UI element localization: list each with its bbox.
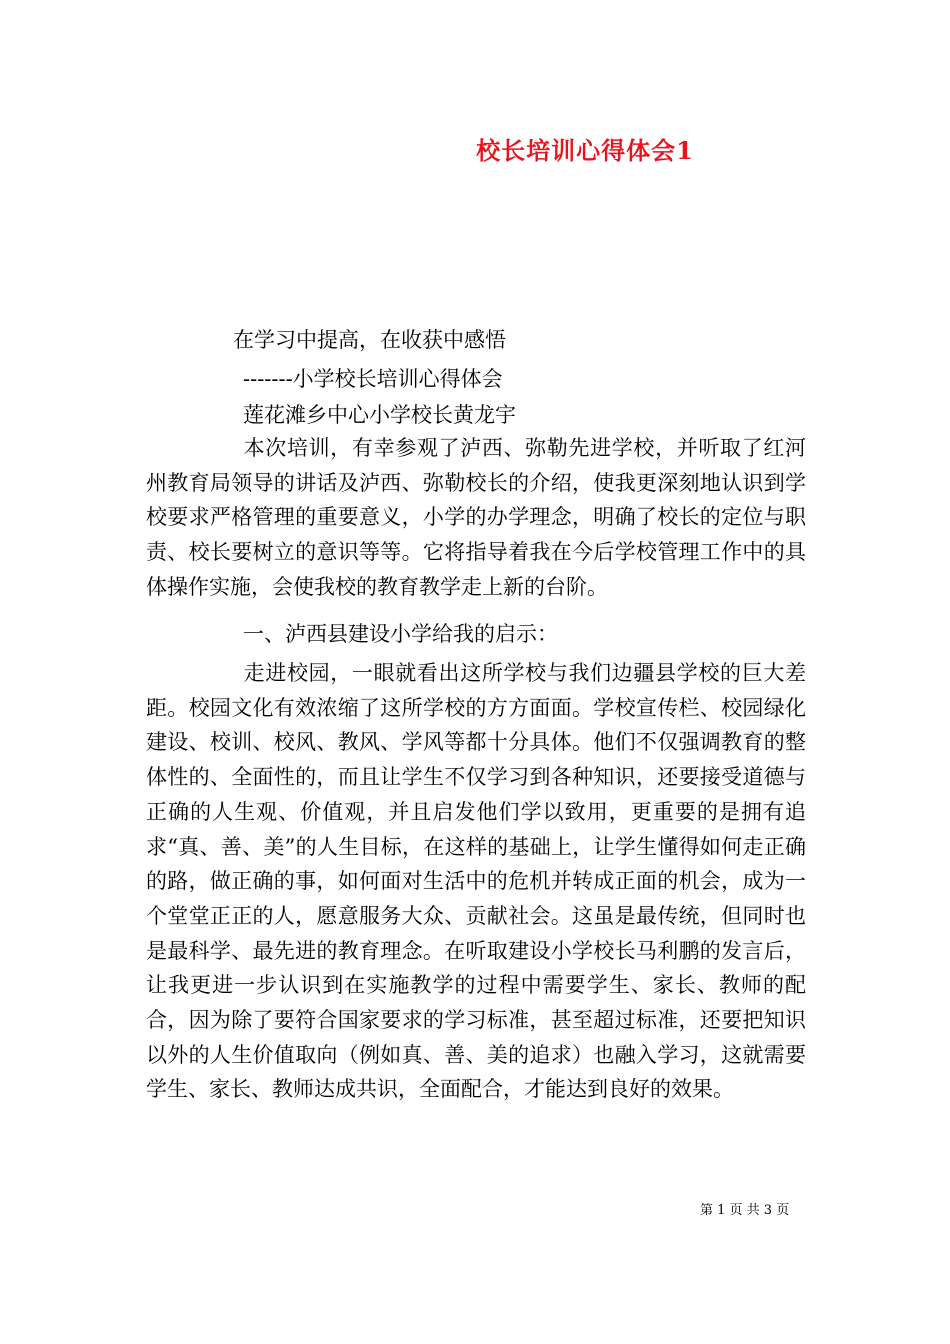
subtitle-line: 在学习中提高，在收获中感悟 xyxy=(233,328,506,352)
subtitle-line: -------小学校长培训心得体会 xyxy=(243,367,503,391)
paragraph xyxy=(146,431,806,605)
author-line: 莲花滩乡中心小学校长黄龙宇 xyxy=(243,403,516,427)
paragraph-text: 本次培训，有幸参观了泸西、弥勒先进学校，并听取了红河州教育局领导的讲话及泸西、弥勒校长的介绍，使我更深刻地认识到学校要求严格管理的重要意义，小学的办学理念，明确了校长的定位与职责、校长要树立的意识等等。它将指导着我在今后学校管理工作中的具体操作实施，会使我校的教育教学走上新的台阶。 xyxy=(146,436,806,599)
paragraph-text: 走进校园，一眼就看出这所学校与我们边疆县学校的巨大差距。校园文化有效浓缩了这所学校的方方面面。学校宣传栏、校园绿化建设、校训、校风、教风、学风等都十分具体。他们不仅强调教育的整体性的、全面性的，而且让学生不仅学习到各种知识，还要接受道德与正确的人生观、价值观，并且启发他们学以致用，更重要的是拥有追求“真、善、美”的人生目标，在这样的基础上，让学生懂得如何走正确的路，做正确的事，如何面对生活中的危机并转成正面的机会，成为一个堂堂正正的人，愿意服务大众、贡献社会。这虽是最传统，但同时也是最科学、最先进的教育理念。在听取建设小学校长马利鹏的发言后，让我更进一步认识到在实施教学的过程中需要学生、家长、教师的配合，因为除了要符合国家要求的学习标准，甚至超过标准，还要把知识以外的人生价值取向（例如真、善、美的追求）也融入学习，这就需要学生、家长、教师达成共识，全面配合，才能达到良好的效果。 xyxy=(146,661,806,1102)
section-heading: 一、泸西县建设小学给我的启示： xyxy=(243,622,558,646)
document-title: 校长培训心得体会1 xyxy=(476,136,694,165)
paragraph xyxy=(146,656,806,1107)
page-footer: 第 1 页 共 3 页 xyxy=(700,1203,790,1218)
